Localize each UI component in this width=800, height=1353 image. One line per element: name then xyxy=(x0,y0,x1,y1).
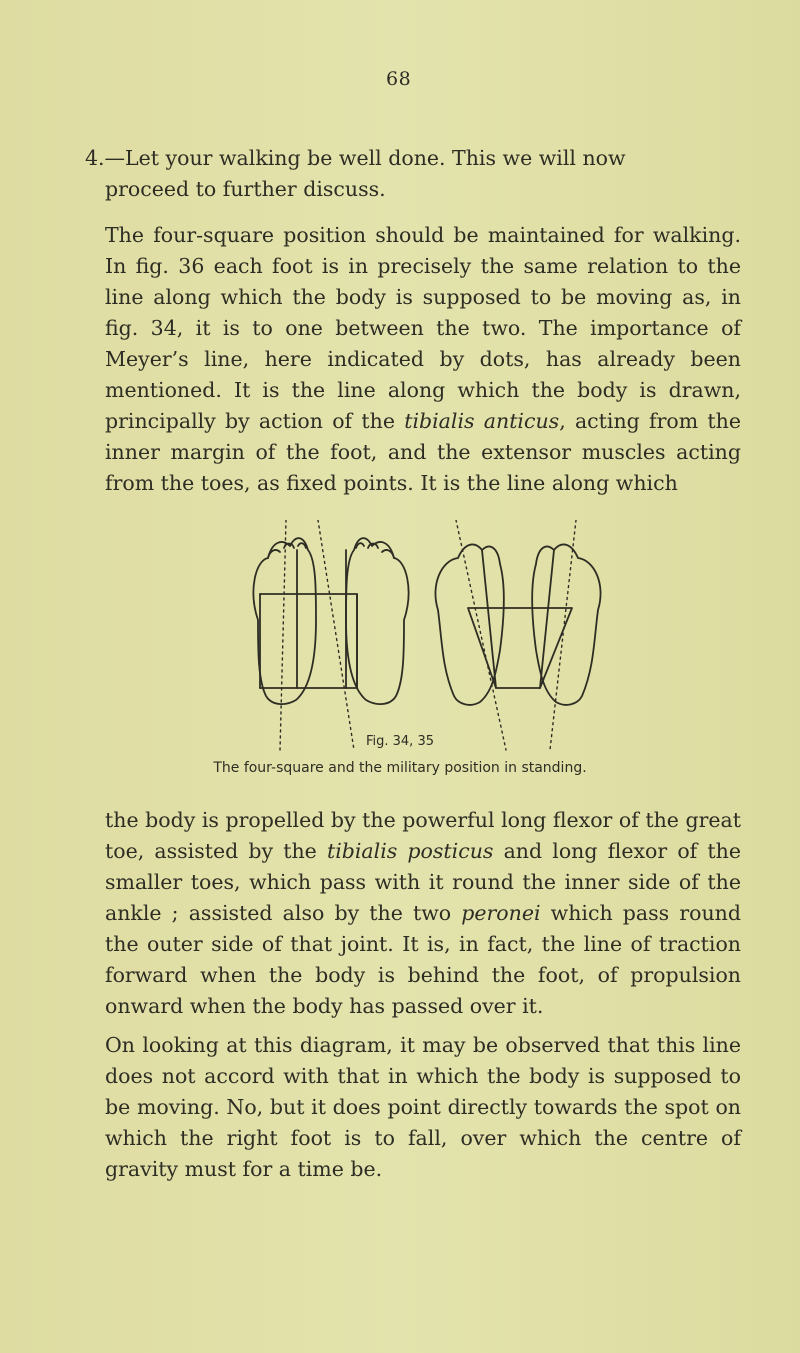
fig34-right-foot-outline xyxy=(346,538,409,704)
page-number: 68 xyxy=(386,68,412,90)
figure-caption: The four-square and the military position in standing. xyxy=(213,760,587,776)
paragraph-propelled-text-b: and long flexor of the smaller toes, which pass with it round the inner side of the ankle ; assisted also by the two xyxy=(105,839,741,925)
paragraph-walking-line2: proceed to further discuss. xyxy=(105,177,386,201)
tibialis-anticus-term: tibialis anticus xyxy=(404,409,560,433)
fig34-meyer-line-left xyxy=(280,520,286,750)
peronei-term: peronei xyxy=(461,901,541,925)
paragraph-diagram: On looking at this diagram, it may be observed that this line does not accord with that in which the body is supposed to be moving. No, but it does point directly towards the spot on which the right foot is to fall, over which the centre of gravity must for a time be. xyxy=(105,1033,741,1181)
paragraph-propelled xyxy=(105,805,741,1022)
paragraph-propelled-text-c: which pass round the outer side of that joint. It is, in fact, the line of traction forward when the body is behind the foot, of propulsion onward when the body has passed over it. xyxy=(105,901,741,1018)
figure-label: Fig. 34, 35 xyxy=(365,734,434,749)
paragraph-propelled-text-a: the body is propelled by the powerful long flexor of the great toe, assisted by the xyxy=(105,808,741,863)
fig34-meyer-line-right xyxy=(318,520,354,750)
tibialis-posticus-term: tibialis posticus xyxy=(326,839,494,863)
fig35-square xyxy=(468,608,572,688)
paragraph-walking xyxy=(85,143,741,205)
paragraph-walking-line1: 4.—Let your walking be well done. This we will now xyxy=(85,146,626,170)
paragraph-four-square xyxy=(105,220,741,499)
paragraph-four-square-text-a: The four-square position should be maintained for walking. In fig. 36 each foot is in precisely the same relation to the line along which the body is supposed to be moving as, in fig. 34, it is to one between the two. The importance of Meyer’s line, here indicated by dots, has already been mentioned. It is the line along which the body is drawn, principally by action of the xyxy=(105,223,741,433)
paragraph-four-square-text-b: , acting from the inner margin of the foot, and the extensor muscles acting from the toes, as fixed points. It is the line along which xyxy=(105,409,741,495)
